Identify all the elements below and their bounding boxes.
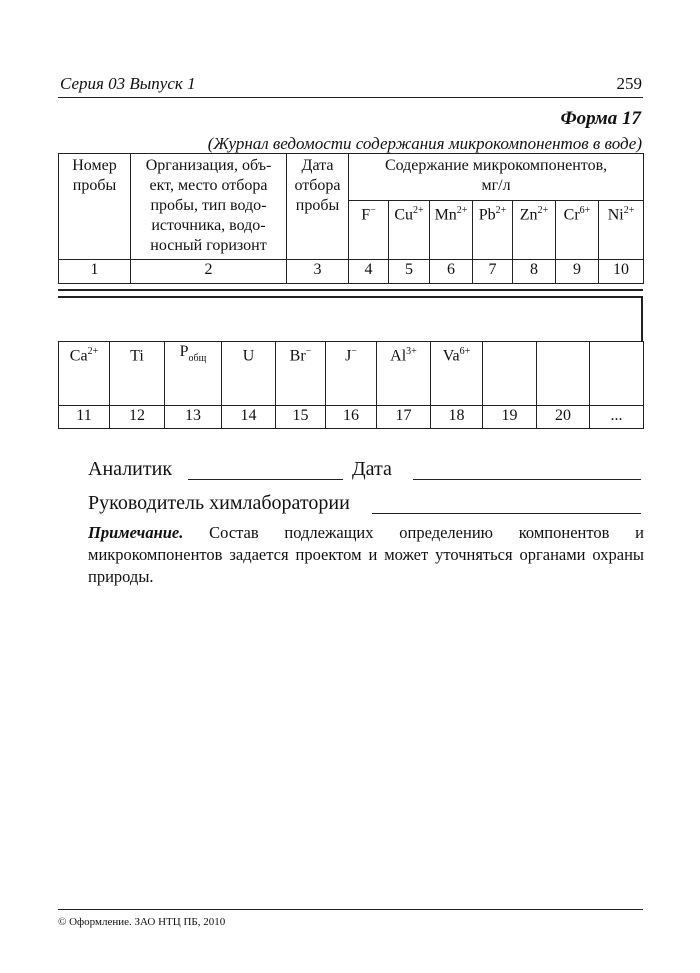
- element-cell: Br−: [276, 342, 326, 406]
- column-number: 9: [556, 260, 599, 284]
- element-cell: $Zn^{2+}$: [513, 201, 556, 260]
- column-number: 13: [165, 406, 222, 429]
- date-label: Дата: [352, 458, 392, 480]
- footer-divider: [58, 909, 643, 910]
- table-continuation-side: [641, 296, 643, 342]
- element-cell: $Cr^{6+}$: [556, 201, 599, 260]
- column-number-row: [59, 406, 644, 429]
- column-number: 6: [430, 260, 473, 284]
- column-number: 4: [349, 260, 389, 284]
- col-sample-number: Номер пробы: [59, 154, 131, 260]
- column-number: 17: [377, 406, 431, 429]
- series-label: Серия 03 Выпуск 1: [60, 74, 196, 93]
- header-divider: [58, 97, 643, 98]
- column-number: 12: [110, 406, 165, 429]
- column-number: 14: [222, 406, 276, 429]
- element-cell: $P_{общ}$: [165, 342, 222, 406]
- column-number: 15: [276, 406, 326, 429]
- footer-copyright: © Оформление. ЗАО НТЦ ПБ, 2010: [58, 916, 226, 928]
- element-cell: J−: [326, 342, 377, 406]
- column-number: 3: [287, 260, 349, 284]
- element-cell: [590, 342, 644, 406]
- element-cell: $Pb^{2+}$: [473, 201, 513, 260]
- column-number: 18: [431, 406, 483, 429]
- form-subtitle: (Журнал ведомости содержания микрокомпонентов в воде): [207, 134, 642, 153]
- column-number: 20: [537, 406, 590, 429]
- table-continuation-rule: [58, 296, 643, 298]
- head-signature-line[interactable]: [372, 513, 641, 514]
- form-title: Форма 17: [560, 108, 641, 129]
- element-cell: $Ni^{2+}$: [599, 201, 644, 260]
- col-content: Содержание микрокомпонентов, мг/л: [349, 154, 644, 201]
- element-header-row: [59, 342, 644, 406]
- element-cell: $Va^{6+}$: [431, 342, 483, 406]
- element-cell: Ti: [110, 342, 165, 406]
- head-label: Руководитель химлаборатории: [88, 492, 350, 514]
- column-number: 2: [131, 260, 287, 284]
- element-cell: [483, 342, 537, 406]
- note: [88, 522, 644, 588]
- column-number-row: [59, 260, 644, 284]
- element-cell: $Ca^{2+}$: [59, 342, 110, 406]
- element-cell: $Mn^{2+}$: [430, 201, 473, 260]
- element-cell: [537, 342, 590, 406]
- column-number: 19: [483, 406, 537, 429]
- note-text: Состав подлежащих определению компонентов и микрокомпонентов задается проектом и может уточняться органами охраны природы.: [88, 523, 644, 586]
- col-organization: Организация, объ- ект, место отбора пробы, тип водо- источника, водо- носный горизонт: [131, 154, 287, 260]
- column-number: 16: [326, 406, 377, 429]
- note-label: Примечание.: [88, 523, 184, 542]
- column-number: 7: [473, 260, 513, 284]
- column-number: ...: [590, 406, 644, 429]
- element-cell: F−: [349, 201, 389, 260]
- microcomponent-table-1: [58, 153, 644, 284]
- column-number: 11: [59, 406, 110, 429]
- column-number: 1: [59, 260, 131, 284]
- microcomponent-table-2: [58, 341, 644, 429]
- analyst-label: Аналитик: [88, 458, 173, 480]
- column-number: 8: [513, 260, 556, 284]
- page-number: 259: [616, 74, 642, 93]
- table-continuation-rule: [58, 289, 643, 291]
- element-cell: U: [222, 342, 276, 406]
- analyst-signature-line[interactable]: [188, 479, 343, 480]
- column-number: 10: [599, 260, 644, 284]
- element-cell: $Al^{3+}$: [377, 342, 431, 406]
- col-sampling-date: Дата отбора пробы: [287, 154, 349, 260]
- date-signature-line[interactable]: [413, 479, 641, 480]
- column-number: 5: [389, 260, 430, 284]
- element-cell: $Cu^{2+}$: [389, 201, 430, 260]
